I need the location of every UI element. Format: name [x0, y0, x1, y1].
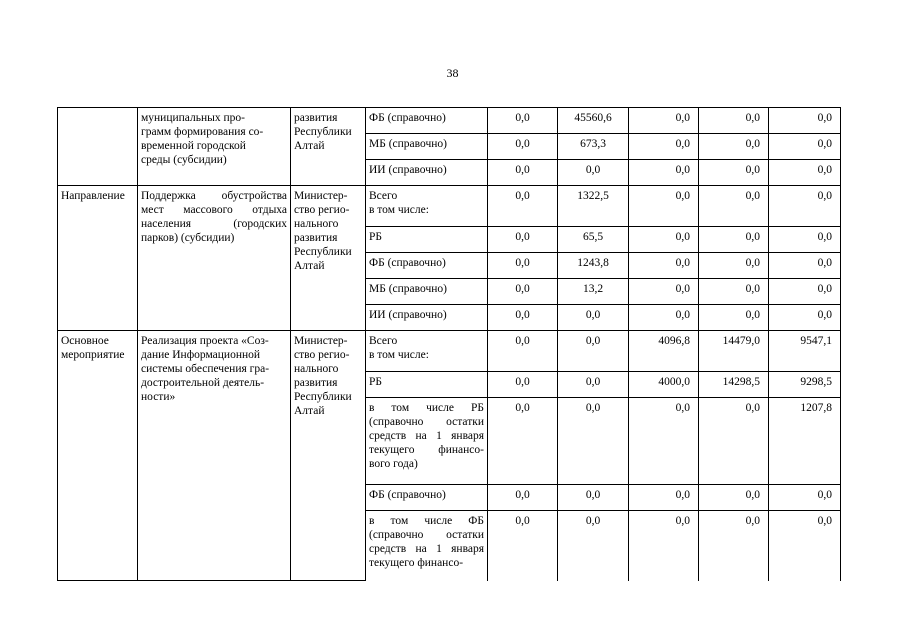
value-cell: 0,0 — [699, 511, 769, 581]
funding-source-cell: МБ (справочно) — [366, 134, 488, 160]
value-cell: 9547,1 — [769, 331, 841, 372]
funding-source-cell: РБ — [366, 372, 488, 398]
value-cell: 0,0 — [488, 372, 558, 398]
value-cell: 0,0 — [629, 108, 699, 134]
funding-source-cell: ФБ (справочно) — [366, 253, 488, 279]
value-cell: 0,0 — [558, 511, 629, 581]
value-cell: 0,0 — [629, 253, 699, 279]
value-cell: 65,5 — [558, 227, 629, 253]
executor-cell: Министер- ство регио- нального развития Республики Алтай — [291, 331, 366, 581]
value-cell: 0,0 — [488, 134, 558, 160]
table-row — [58, 331, 841, 372]
funding-source-cell: МБ (справочно) — [366, 279, 488, 305]
funding-source-cell: в том числе ФБ (справочно остатки средств на 1 января текущего финансо- — [366, 511, 488, 581]
funding-source-cell: ФБ (справочно) — [366, 485, 488, 511]
value-cell: 0,0 — [558, 485, 629, 511]
value-cell: 0,0 — [769, 511, 841, 581]
value-cell: 0,0 — [699, 279, 769, 305]
value-cell: 0,0 — [769, 279, 841, 305]
value-cell: 1322,5 — [558, 186, 629, 227]
value-cell: 0,0 — [558, 372, 629, 398]
value-cell: 0,0 — [629, 227, 699, 253]
item-type-cell — [58, 108, 138, 186]
value-cell: 0,0 — [699, 398, 769, 485]
value-cell: 14298,5 — [699, 372, 769, 398]
value-cell: 1243,8 — [558, 253, 629, 279]
value-cell: 0,0 — [629, 160, 699, 186]
value-cell: 0,0 — [769, 485, 841, 511]
value-cell: 0,0 — [488, 227, 558, 253]
funding-source-cell: ИИ (справочно) — [366, 160, 488, 186]
value-cell: 0,0 — [769, 227, 841, 253]
funding-source-cell: ФБ (справочно) — [366, 108, 488, 134]
value-cell: 673,3 — [558, 134, 629, 160]
item-type-cell: Направление — [58, 186, 138, 331]
value-cell: 0,0 — [769, 108, 841, 134]
value-cell: 0,0 — [629, 398, 699, 485]
funding-source-cell: Всего в том числе: — [366, 331, 488, 372]
value-cell: 0,0 — [769, 160, 841, 186]
value-cell: 0,0 — [769, 134, 841, 160]
value-cell: 0,0 — [699, 186, 769, 227]
value-cell: 0,0 — [488, 279, 558, 305]
value-cell: 0,0 — [769, 253, 841, 279]
item-name-cell: муниципальных про- грамм формирования со- временной городской среды (субсидии) — [138, 108, 291, 186]
value-cell: 0,0 — [699, 305, 769, 331]
value-cell: 0,0 — [699, 160, 769, 186]
value-cell: 0,0 — [629, 485, 699, 511]
value-cell: 0,0 — [629, 511, 699, 581]
value-cell: 0,0 — [488, 253, 558, 279]
item-type-cell: Основное мероприятие — [58, 331, 138, 581]
value-cell: 0,0 — [488, 331, 558, 372]
value-cell: 0,0 — [488, 485, 558, 511]
value-cell: 0,0 — [699, 485, 769, 511]
value-cell: 0,0 — [488, 186, 558, 227]
value-cell: 0,0 — [699, 134, 769, 160]
value-cell: 0,0 — [769, 186, 841, 227]
value-cell: 1207,8 — [769, 398, 841, 485]
table-row — [58, 108, 841, 134]
value-cell: 4000,0 — [629, 372, 699, 398]
value-cell: 0,0 — [769, 305, 841, 331]
value-cell: 9298,5 — [769, 372, 841, 398]
value-cell: 4096,8 — [629, 331, 699, 372]
budget-table — [57, 107, 841, 581]
funding-source-cell: в том числе РБ (справочно остатки средств на 1 января текущего финансо-вого года) — [366, 398, 488, 485]
value-cell: 14479,0 — [699, 331, 769, 372]
value-cell: 0,0 — [558, 398, 629, 485]
value-cell: 0,0 — [488, 511, 558, 581]
page-number: 38 — [446, 66, 459, 80]
value-cell: 0,0 — [629, 134, 699, 160]
value-cell: 0,0 — [558, 305, 629, 331]
value-cell: 0,0 — [488, 108, 558, 134]
value-cell: 0,0 — [699, 108, 769, 134]
value-cell: 0,0 — [558, 331, 629, 372]
value-cell: 0,0 — [488, 160, 558, 186]
value-cell: 0,0 — [488, 398, 558, 485]
value-cell: 0,0 — [699, 253, 769, 279]
value-cell: 0,0 — [629, 186, 699, 227]
funding-source-cell: ИИ (справочно) — [366, 305, 488, 331]
executor-cell: развития Республики Алтай — [291, 108, 366, 186]
table-row — [58, 186, 841, 227]
funding-source-cell: РБ — [366, 227, 488, 253]
item-name-cell: Реализация проекта «Соз- дание Информационной системы обеспечения гра- достроительной деятель- ности» — [138, 331, 291, 581]
value-cell: 0,0 — [629, 305, 699, 331]
value-cell: 0,0 — [558, 160, 629, 186]
value-cell: 0,0 — [488, 305, 558, 331]
item-name-cell: Поддержка обустройства мест массового отдыха населения (городских парков) (субсидии) — [138, 186, 291, 331]
funding-source-cell: Всего в том числе: — [366, 186, 488, 227]
value-cell: 0,0 — [629, 279, 699, 305]
value-cell: 0,0 — [699, 227, 769, 253]
value-cell: 45560,6 — [558, 108, 629, 134]
value-cell: 13,2 — [558, 279, 629, 305]
executor-cell: Министер- ство регио- нального развития Республики Алтай — [291, 186, 366, 331]
